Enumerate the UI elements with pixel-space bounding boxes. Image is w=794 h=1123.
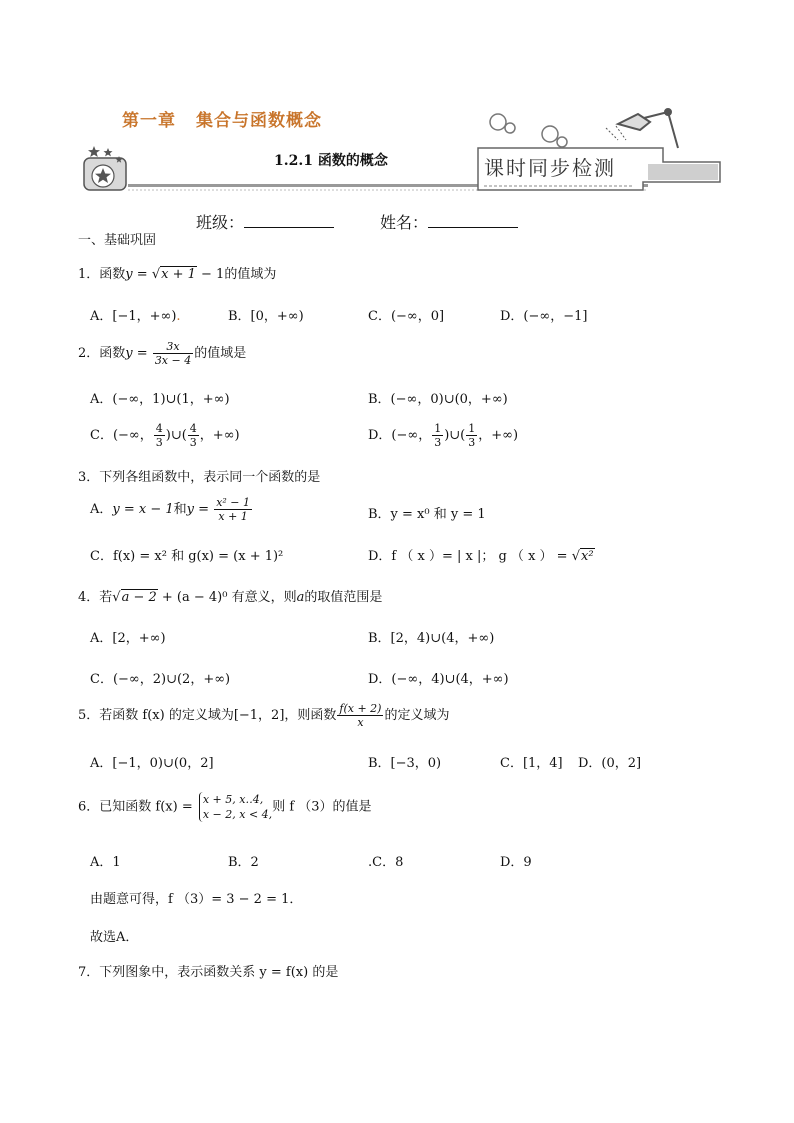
q5-option-c[interactable]: C．[1，4] <box>500 756 563 771</box>
question-6: 6．已知函数 f(x) = x + 5, x‥4, x − 2, x < 4, 则 f （3）的值是 <box>78 793 372 821</box>
q3-option-b[interactable]: B．y = x⁰ 和 y = 1 <box>368 507 486 522</box>
chapter-title: 集合与函数概念 <box>196 111 322 131</box>
chapter-number: 第一章 <box>122 111 176 131</box>
class-blank[interactable] <box>244 214 334 228</box>
q6-option-b[interactable]: B．2 <box>228 855 259 870</box>
bubbles-decoration <box>490 114 567 147</box>
question-3: 3．下列各组函数中，表示同一个函数的是 <box>78 470 321 485</box>
name-label: 姓名： <box>380 213 429 232</box>
q1-prefix: 1．函数 <box>78 267 126 282</box>
lesson-title: 1.2.1 函数的概念 <box>274 153 388 169</box>
question-5: 5．若函数 f(x) 的定义域为[−1，2]，则函数 $\frac{f(x + 2)}{x}$ 的定义域为 <box>78 702 450 729</box>
q5-option-d[interactable]: D．(0，2] <box>578 756 642 771</box>
desk-lamp-icon <box>606 109 678 148</box>
question-2 <box>78 340 246 367</box>
q2-suffix: 的值域是 <box>194 346 247 361</box>
q2-option-c[interactable]: C．(−∞， $\frac{4}{3}$ )∪( $\frac{4}{3}$ ，+∞) <box>90 422 240 449</box>
q1-eq: = <box>132 267 152 282</box>
q2-var: y <box>125 346 133 361</box>
q4-option-a[interactable]: A．[2，+∞) <box>90 631 166 646</box>
q4-option-b[interactable]: B．[2，4)∪(4，+∞) <box>368 631 495 646</box>
q2-option-a[interactable]: A．(−∞，1)∪(1，+∞) <box>90 392 230 407</box>
q1-option-d[interactable]: D．(−∞，−1] <box>500 309 588 324</box>
q2-fraction: $\frac{3x}{3x - 4}$ <box>154 340 192 367</box>
q6-option-a[interactable]: A．1 <box>90 855 121 870</box>
q3-option-c[interactable]: C．f(x) = x² 和 g(x) = (x + 1)² <box>90 549 284 564</box>
q1-option-a[interactable]: A．[−1，+∞). <box>90 309 181 324</box>
q4-option-d[interactable]: D．(−∞，4)∪(4，+∞) <box>368 672 509 687</box>
q1-option-c[interactable]: C．(−∞，0] <box>368 309 445 324</box>
name-blank[interactable] <box>428 214 518 228</box>
question-7: 7．下列图象中，表示函数关系 y = f(x) 的是 <box>78 965 339 980</box>
header-banner <box>78 96 722 196</box>
question-4: 4．若√a − 2 + (a − 4)⁰ 有意义，则a的取值范围是 <box>78 590 383 605</box>
q2-option-d[interactable]: D．(−∞， $\frac{1}{3}$ )∪( $\frac{1}{3}$ ，+∞) <box>368 422 519 449</box>
class-label: 班级： <box>196 213 245 232</box>
q1-minus: − 1 <box>196 267 225 282</box>
q2-prefix: 2．函数 <box>78 346 126 361</box>
q1-option-b[interactable]: B．[0，+∞) <box>228 309 304 324</box>
q5-option-a[interactable]: A．[−1，0)∪(0，2] <box>90 756 214 771</box>
q6-option-c[interactable]: .C．8 <box>368 855 404 870</box>
class-name-row <box>196 210 518 233</box>
q1-var: y <box>125 267 133 282</box>
q6-option-d[interactable]: D．9 <box>500 855 532 870</box>
q3-option-a[interactable]: A．y = x − 1和y = $\frac{\text{x² − 1}}{x + 1}$ <box>90 496 251 523</box>
q6-solution-line-1: 由题意可得，f （3）= 3 − 2 = 1． <box>90 892 303 907</box>
q2-eq: = <box>132 346 152 361</box>
q4-option-c[interactable]: C．(−∞，2)∪(2，+∞) <box>90 672 231 687</box>
q6-solution-line-2: 故选A． <box>90 930 139 945</box>
section-title: 一、基础巩固 <box>78 233 157 248</box>
chapter-heading <box>122 106 322 131</box>
banner-text: 课时同步检测 <box>484 156 616 180</box>
q3-option-d[interactable]: D．f （ x ）= | x |； g （ x ） = √x² <box>368 549 594 564</box>
question-1: 1．函数y = √x + 1 − 1的值域为 <box>78 267 277 282</box>
q5-option-b[interactable]: B．[−3，0) <box>368 756 442 771</box>
q1-suffix: 的值域为 <box>224 267 277 282</box>
q2-option-b[interactable]: B．(−∞，0)∪(0，+∞) <box>368 392 508 407</box>
q1-radicand: x + 1 <box>161 267 196 282</box>
star-badge-icon <box>84 146 126 190</box>
